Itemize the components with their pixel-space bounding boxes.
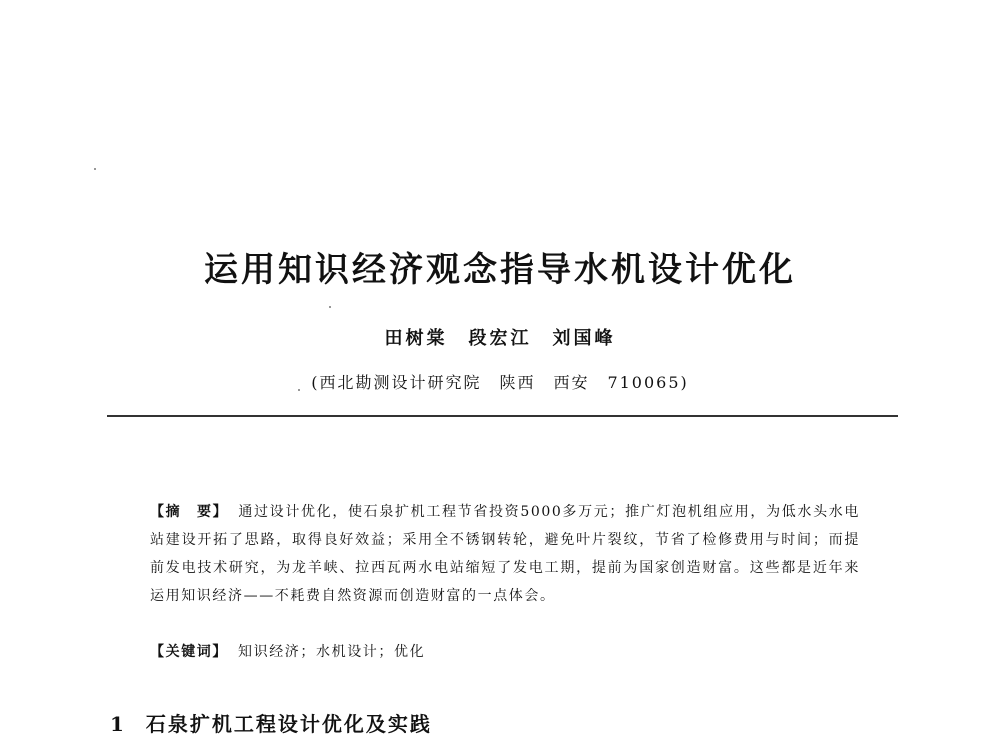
abstract-label: 【摘 要】: [150, 504, 229, 520]
keywords: [150, 638, 860, 666]
section-heading: [110, 708, 432, 737]
keywords-label: 【关键词】: [150, 644, 228, 660]
scan-speck: [329, 306, 331, 308]
abstract: [150, 498, 860, 610]
scan-speck: [94, 168, 96, 170]
keywords-text: 知识经济；水机设计；优化: [238, 644, 426, 660]
header-divider: [107, 415, 898, 417]
author-list: 田树棠 段宏江 刘国峰: [384, 328, 616, 349]
affiliation: (西北勘测设计研究院 陕西 西安 710065): [311, 373, 689, 392]
section-number: 1: [110, 712, 126, 736]
section-title: 石泉扩机工程设计优化及实践: [145, 712, 432, 736]
abstract-text: 通过设计优化，使石泉扩机工程节省投资5000多万元；推广灯泡机组应用，为低水头水电站建设开拓了思路，取得良好效益；采用全不锈钢转轮，避免叶片裂纹，节省了检修费用与时间；而提前发电技术研究，为龙羊峡、拉西瓦两水电站缩短了发电工期，提前为国家创造财富。这些都是近年来运用知识经济——不耗费自然资源而创造财富的一点体会。: [150, 504, 861, 604]
paper-title: 运用知识经济观念指导水机设计优化: [204, 250, 796, 290]
